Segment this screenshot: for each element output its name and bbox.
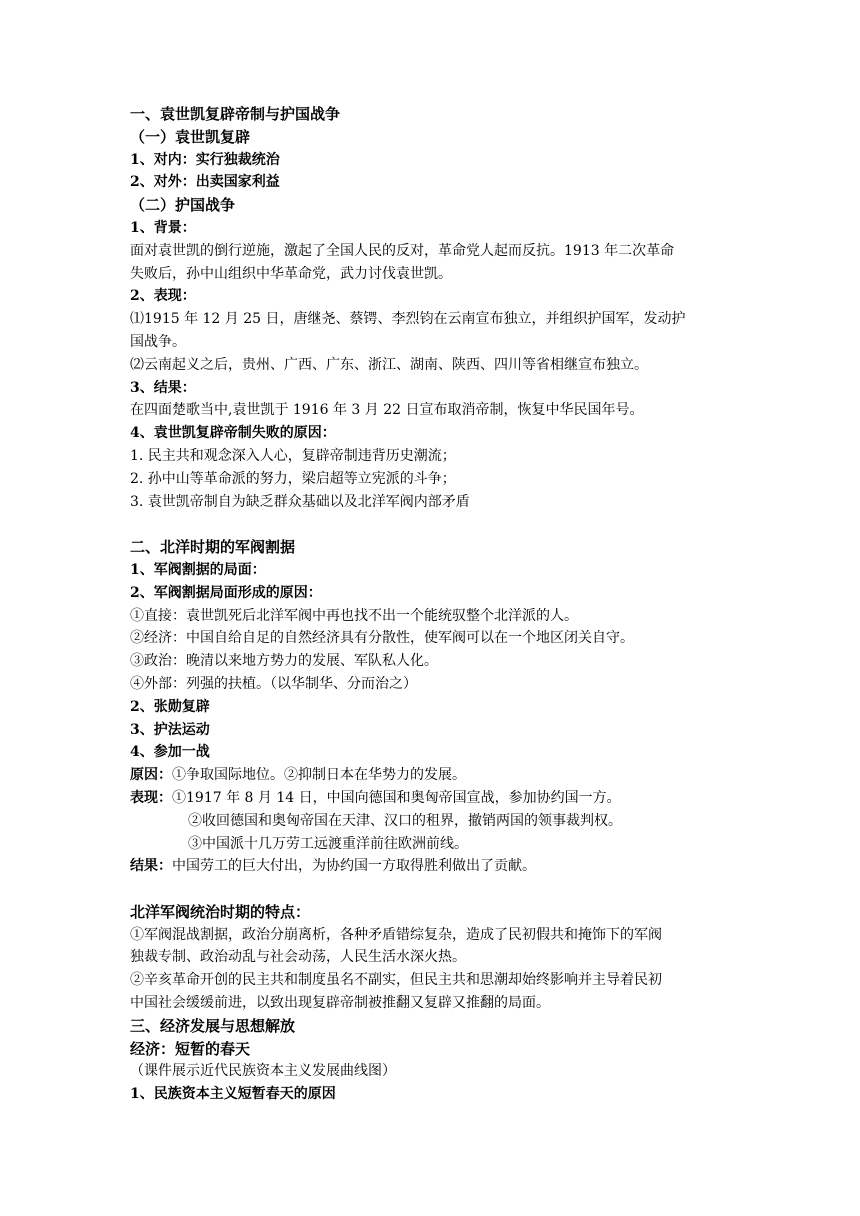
paragraph-text: 国战争。 xyxy=(130,333,186,350)
list-item: ②经济：中国自给自足的自然经济具有分散性，使军阀可以在一个地区闭关自守。 xyxy=(130,630,634,647)
paragraph-text: 在四面楚歌当中,袁世凯于 1916 年 3 月 22 日宣布取消帝制，恢复中华民国年号。 xyxy=(130,402,644,419)
subsection-heading: （二）护国战争 xyxy=(130,196,236,215)
list-item: 1. 民主共和观念深入人心，复辟帝制违背历史潮流； xyxy=(130,447,456,464)
paragraph-text: ⑴1915 年 12 月 25 日，唐继尧、蔡锷、李烈钧在云南宣布独立，并组织护国军，发动护 xyxy=(130,311,686,328)
document-body xyxy=(130,103,740,1106)
inline-text: ①1917 年 8 月 14 日，中国向德国和奥匈帝国宣战，参加协约国一方。 xyxy=(172,789,621,806)
item-heading: 2、表现： xyxy=(130,288,196,305)
paragraph-text: （课件展示近代民族资本主义发展曲线图） xyxy=(130,1063,396,1080)
paragraph-text: ②辛亥革命开创的民主共和制度虽名不副实，但民主共和思潮却始终影响并主导着民初 xyxy=(130,972,662,989)
list-item: 3. 袁世凯帝制自为缺乏群众基础以及北洋军阀内部矛盾 xyxy=(130,493,470,510)
item-heading: 1、民族资本主义短暂春天的原因 xyxy=(130,1086,336,1103)
section-heading: 一、袁世凯复辟帝制与护国战争 xyxy=(130,105,341,123)
subsection-heading: 经济：短暂的春天 xyxy=(130,1039,251,1058)
item-heading: 2、军阀割据局面形成的原因： xyxy=(130,584,322,601)
paragraph-text: ③中国派十几万劳工远渡重洋前往欧洲前线。 xyxy=(188,835,468,852)
item-heading: 1、军阀割据的局面： xyxy=(130,561,266,578)
inline-text: 中国劳工的巨大付出，为协约国一方取得胜利做出了贡献。 xyxy=(172,858,536,875)
item-heading: 3、结果： xyxy=(130,379,196,396)
inline-text: ①争取国际地位。②抑制日本在华势力的发展。 xyxy=(172,767,466,784)
list-item: ①直接：袁世凯死后北洋军阀中再也找不出一个能统驭整个北洋派的人。 xyxy=(130,607,578,624)
paragraph-text: 独裁专制、政治动乱与社会动荡，人民生活水深火热。 xyxy=(130,949,466,966)
paragraph-text: ⑵云南起义之后，贵州、广西、广东、浙江、湖南、陕西、四川等省相继宣布独立。 xyxy=(130,356,648,373)
subsection-heading: （一）袁世凯复辟 xyxy=(130,127,251,146)
blank-line xyxy=(130,513,740,536)
item-heading: 1、背景： xyxy=(130,219,196,236)
list-item: ④外部：列强的扶植。（以华制华、分而治之） xyxy=(130,675,417,692)
inline-label: 表现： xyxy=(130,789,172,806)
paragraph-text: 失败后，孙中山组织中华革命党，武力讨伐袁世凯。 xyxy=(130,265,452,282)
item-heading: 4、袁世凯复辟帝制失败的原因： xyxy=(130,425,336,442)
paragraph-text: 中国社会缓缓前进，以致出现复辟帝制被推翻又复辟又推翻的局面。 xyxy=(130,995,550,1012)
section-heading: 二、北洋时期的军阀割据 xyxy=(130,538,296,557)
item-heading: 4、参加一战 xyxy=(130,744,210,761)
section-heading: 北洋军阀统治时期的特点： xyxy=(130,902,311,921)
list-item: ③政治：晚清以来地方势力的发展、军队私人化。 xyxy=(130,653,438,670)
list-item: 2. 孙中山等革命派的努力，梁启超等立宪派的斗争； xyxy=(130,470,456,487)
blank-line xyxy=(130,878,740,901)
paragraph-text: ①军阀混战割据，政治分崩离析，各种矛盾错综复杂，造成了民初假共和掩饰下的军阀 xyxy=(130,926,662,943)
inline-label: 原因： xyxy=(130,767,172,784)
paragraph-text xyxy=(130,855,740,878)
list-item: 1、对内：实行独裁统治 xyxy=(130,151,280,168)
paragraph-text: 面对袁世凯的倒行逆施，激起了全国人民的反对，革命党人起而反抗。1913 年二次革命 xyxy=(130,242,675,259)
item-heading: 2、张勋复辟 xyxy=(130,698,210,715)
paragraph-text xyxy=(130,787,740,810)
inline-label: 结果： xyxy=(130,858,172,875)
paragraph-text xyxy=(130,764,740,787)
list-item: 2、对外：出卖国家利益 xyxy=(130,174,280,191)
paragraph-text: ②收回德国和奥匈帝国在天津、汉口的租界，撤销两国的领事裁判权。 xyxy=(188,812,622,829)
item-heading: 3、护法运动 xyxy=(130,721,210,738)
section-heading: 三、经济发展与思想解放 xyxy=(130,1016,296,1035)
